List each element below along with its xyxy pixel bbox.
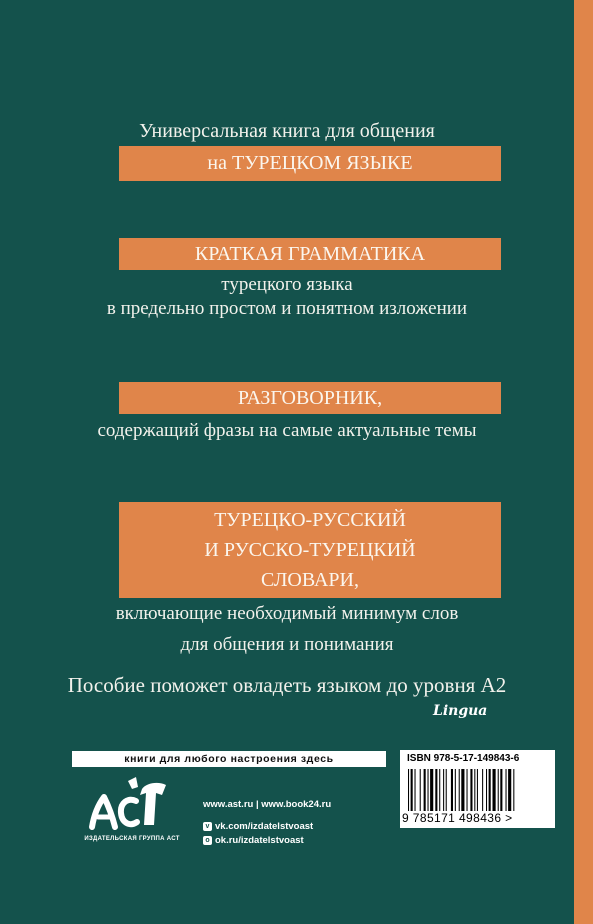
vk-icon: v xyxy=(203,822,212,831)
band-phrasebook-text: РАЗГОВОРНИК, xyxy=(237,387,383,409)
ean-digits: 9 785171 498436 > xyxy=(402,811,513,825)
vk-link-text: vk.com/izdatelstvoast xyxy=(215,821,314,832)
barcode-bar xyxy=(513,769,514,811)
barcode-bar xyxy=(477,769,478,811)
barcode-bar xyxy=(435,769,437,811)
barcode-bar xyxy=(482,769,483,811)
barcode-bar xyxy=(470,769,472,811)
spine-strip xyxy=(574,0,593,924)
barcode-bar xyxy=(498,769,499,811)
barcode-bar xyxy=(451,769,453,811)
barcode-bar xyxy=(459,769,460,811)
barcode-bar xyxy=(500,769,502,811)
barcode-bar xyxy=(508,769,511,811)
barcode-bar xyxy=(446,769,447,811)
barcode-bar xyxy=(411,769,413,811)
band-phrasebook xyxy=(119,382,501,414)
intro-line: Универсальная книга для общения xyxy=(139,120,435,142)
barcode-bar xyxy=(489,769,491,811)
band-dictionary-line-2: И РУССКО-ТУРЕЦКИЙ xyxy=(204,539,416,561)
grammar-line-2: в предельно простом и понятном изложении xyxy=(106,298,468,319)
barcode-bar xyxy=(420,769,421,811)
dictionary-line-1: включающие необходимый минимум слов xyxy=(115,603,459,624)
barcode-bar xyxy=(430,769,433,811)
barcode-bar xyxy=(474,769,475,811)
band-dictionary xyxy=(119,502,501,598)
band-language-text: на ТУРЕЦКОМ ЯЗЫКЕ xyxy=(207,152,413,174)
barcode-bar xyxy=(439,769,440,811)
band-grammar xyxy=(119,238,501,270)
band-dictionary-line-3: СЛОВАРИ, xyxy=(261,569,359,591)
dictionary-line-2: для общения и понимания xyxy=(180,634,394,655)
website-links: www.ast.ru | www.book24.ru xyxy=(203,799,332,810)
barcode-bar xyxy=(486,769,487,811)
barcode-bar xyxy=(428,769,429,811)
barcode-bar xyxy=(455,769,456,811)
ok-link-text: ok.ru/izdatelstvoast xyxy=(215,835,304,846)
barcode-bar xyxy=(461,769,464,811)
barcode-bar xyxy=(443,769,444,811)
barcode-bars xyxy=(406,769,549,811)
barcode-bar xyxy=(424,769,426,811)
barcode-bar xyxy=(467,769,468,811)
ok-icon: o xyxy=(203,836,212,845)
grammar-line-1: турецкого языка xyxy=(221,274,353,295)
barcode-bar xyxy=(415,769,416,811)
band-grammar-text: КРАТКАЯ ГРАММАТИКА xyxy=(194,243,426,265)
phrasebook-line: содержащий фразы на самые актуальные темы xyxy=(97,420,477,441)
band-dictionary-line-1: ТУРЕЦКО-РУССКИЙ xyxy=(214,509,406,531)
level-line: Пособие поможет овладеть языком до уровня А2 xyxy=(67,673,507,697)
isbn-number: ISBN 978-5-17-149843-6 xyxy=(407,753,520,764)
ast-caption: ИЗДАТЕЛЬСКАЯ ГРУППА АСТ xyxy=(84,836,180,842)
barcode-bar xyxy=(506,769,507,811)
ok-link xyxy=(203,835,304,846)
lingua-logo: Lingua xyxy=(433,703,488,719)
barcode-bar xyxy=(408,769,409,811)
barcode-box xyxy=(400,750,555,828)
band-language xyxy=(119,146,501,181)
barcode-bar xyxy=(493,769,496,811)
vk-link xyxy=(203,821,313,832)
tagline: книги для любого настроения здесь xyxy=(72,751,386,767)
ast-logo xyxy=(88,775,174,833)
